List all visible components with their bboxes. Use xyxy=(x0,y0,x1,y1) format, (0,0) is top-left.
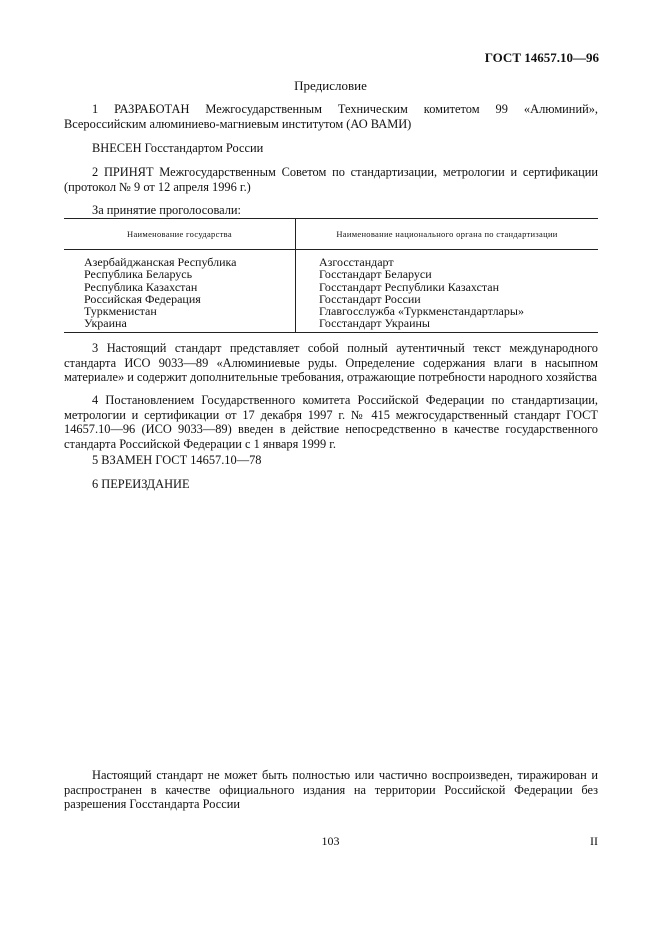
state-name: Республика Казахстан xyxy=(84,279,198,294)
state-name: Республика Беларусь xyxy=(84,267,193,282)
table-header-national-body: Наименование национального органа по стандартизации xyxy=(296,219,599,250)
table-cell-states xyxy=(64,250,296,333)
national-body-name: Главгосслужба «Туркменстандартлары» xyxy=(319,304,524,319)
state-name: Украина xyxy=(84,316,127,331)
national-body-name: Госстандарт России xyxy=(319,291,421,306)
paragraph-introduced-by: ВНЕСЕН Госстандартом России xyxy=(92,141,264,155)
national-body-name: Госстандарт Республики Казахстан xyxy=(319,279,500,294)
voted-intro-text: За принятие проголосовали: xyxy=(92,203,241,217)
paragraph-authentic-text: 3 Настоящий стандарт представляет собой полный аутентичный текст международного стандарта ИСО 9033—89 «Алюминиевые руды. Определение содержания влаги в насыпном материале» и содержит дополнительные требования, отражающие потребности народного хозяйства xyxy=(64,341,598,384)
paragraph-reissue: 6 ПЕРЕИЗДАНИЕ xyxy=(92,477,190,491)
state-name: Азербайджанская Республика xyxy=(84,255,237,269)
paragraph-enactment: 4 Постановлением Государственного комитета Российской Федерации по стандартизации, метрологии и сертификации от 17 декабря 1997 г. № 415 межгосударственный стандарт ГОСТ 14657.10—96 (ИСО 9033—89) введен в действие непосредственно в качестве государственного стандарта Российской Федерации с 1 января 1999 г. xyxy=(64,393,598,451)
paragraph-developed-by: 1 РАЗРАБОТАН Межгосударственным Техническим комитетом 99 «Алюминий», Всероссийским алюминиево-магниевым институтом (АО ВАМИ) xyxy=(64,102,598,131)
paragraph-replaces: 5 ВЗАМЕН ГОСТ 14657.10—78 xyxy=(92,453,262,467)
table-header-state: Наименование государства xyxy=(64,219,296,250)
edition-mark: II xyxy=(590,834,598,848)
national-body-name: Азгосстандарт xyxy=(319,255,394,269)
document-code-header: ГОСТ 14657.10—96 xyxy=(484,50,599,65)
paragraph-adopted-by: 2 ПРИНЯТ Межгосударственным Советом по стандартизации, метрологии и сертификации (протокол № 9 от 12 апреля 1996 г.) xyxy=(64,165,598,194)
state-name: Российская Федерация xyxy=(84,291,201,306)
table-cell-bodies xyxy=(296,250,599,333)
national-body-name: Госстандарт Беларуси xyxy=(319,267,432,282)
voting-countries-table xyxy=(64,218,598,333)
page-title: Предисловие xyxy=(294,78,367,93)
state-name: Туркменистан xyxy=(84,304,157,319)
copyright-note: Настоящий стандарт не может быть полностью или частично воспроизведен, тиражирован и распространен в качестве официального издания на территории Российской Федерации без разрешения Госстандарта России xyxy=(64,768,598,811)
table-row xyxy=(64,250,598,333)
national-body-name: Госстандарт Украины xyxy=(319,316,430,331)
table-header-row xyxy=(64,219,598,250)
page-number: 103 xyxy=(321,834,340,848)
